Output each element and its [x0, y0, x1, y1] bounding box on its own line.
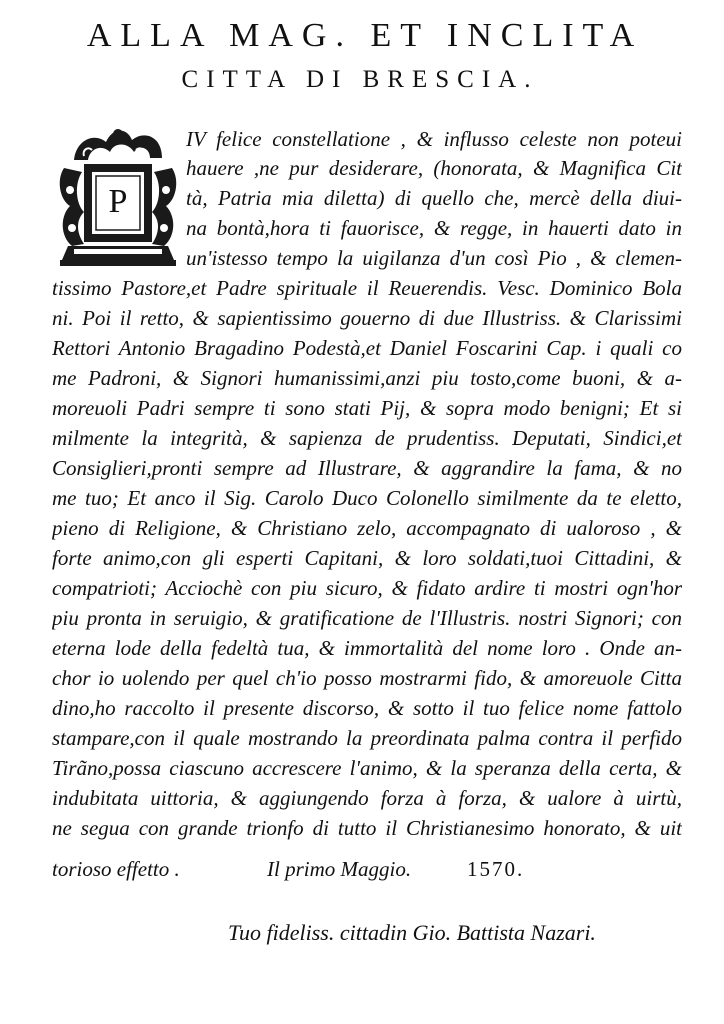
body-line-2: hauere ,ne pur desiderare, (honorata, & Magnifica Cit: [186, 156, 682, 180]
closing-text: torioso effetto .: [52, 857, 180, 881]
body-line-24: ne segua con grande trionfo di tutto il Christianesimo honorato, & uit: [52, 816, 682, 840]
body-line-4: na bontà,hora ti fauorisce, & regge, in hauerti dato in: [186, 216, 682, 240]
body-line-13: me tuo; Et anco il Sig. Carolo Duco Colonello similmente da te eletto,: [52, 486, 682, 510]
initial-letter: P: [108, 183, 128, 220]
body-line-9: me Padroni, & Signori humanissimi,anzi piu tosto,come buoni, & a-: [52, 366, 682, 390]
body-line-15: forte animo,con gli esperti Capitani, & loro soldati,tuoi Cittadini, &: [52, 546, 682, 570]
year-text: 1570.: [467, 857, 525, 881]
body-line-10: moreuoli Padri sempre ti sono stati Pij, & sopra modo benigni; Et si: [52, 396, 682, 420]
body-line-8: Rettori Antonio Bragadino Podestà,et Daniel Foscarini Cap. i quali co: [52, 336, 682, 360]
body-line-11: milmente la integrità, & sapienza de prudentiss. Deputati, Sindici,et: [52, 426, 682, 450]
closing-line: [52, 855, 682, 885]
body-line-22: Tirãno,possa ciascuno accrescere l'animo, & la speranza della certa, &: [52, 756, 682, 780]
signature-line: Tuo fideliss. cittadin Gio. Battista Nazari.: [228, 920, 596, 945]
body-line-14: pieno di Religione, & Christiano zelo, accompagnato di ualoroso , &: [52, 516, 682, 540]
body-line-17: piu pronta in seruigio, & gratificatione de l'Illustris. nostri Signori; con: [52, 606, 682, 630]
body-line-20: dino,ho raccolto il presente discorso, & sotto il tuo felice nome fattolo: [52, 696, 682, 720]
body-line-1: IV felice constellatione , & influsso celeste non poteui: [186, 127, 682, 151]
body-line-18: eterna lode della fedeltà tua, & immortalità del nome loro . Onde an-: [52, 636, 682, 660]
body-line-12: Consiglieri,pronti sempre ad Illustrare, & aggrandire la fama, & no: [52, 456, 682, 480]
body-line-6: tissimo Pastore,et Padre spirituale il Reuerendis. Vesc. Dominico Bola: [52, 276, 682, 300]
dedication-subheading: CITTA DI BRESCIA.: [181, 66, 539, 93]
body-line-7: ni. Poi il retto, & sapientissimo gouerno di due Illustriss. & Clarissimi: [52, 306, 682, 330]
body-line-5: un'istesso tempo la uigilanza d'un così Pio , & clemen-: [186, 246, 682, 270]
body-line-23: indubitata uittoria, & aggiungendo forza à forza, & ualore à uirtù,: [52, 786, 682, 810]
body-line-21: stampare,con il quale mostrando la preordinata palma contra il perfido: [52, 726, 682, 750]
body-line-16: compatrioti; Acciochè con piu sicuro, & fidato ardire ti mostri ogn'hor: [52, 576, 682, 600]
dedication-heading: ALLA MAG. ET INCLITA: [86, 17, 644, 54]
body-line-3: tà, Patria mia diletta) di quello che, mercè della diui-: [186, 186, 682, 210]
body-line-19: chor io uolendo per quel ch'io posso mostrarmi fido, & amoreuole Citta: [52, 666, 682, 690]
decorated-initial: [54, 120, 182, 268]
date-text: Il primo Maggio.: [267, 857, 412, 881]
